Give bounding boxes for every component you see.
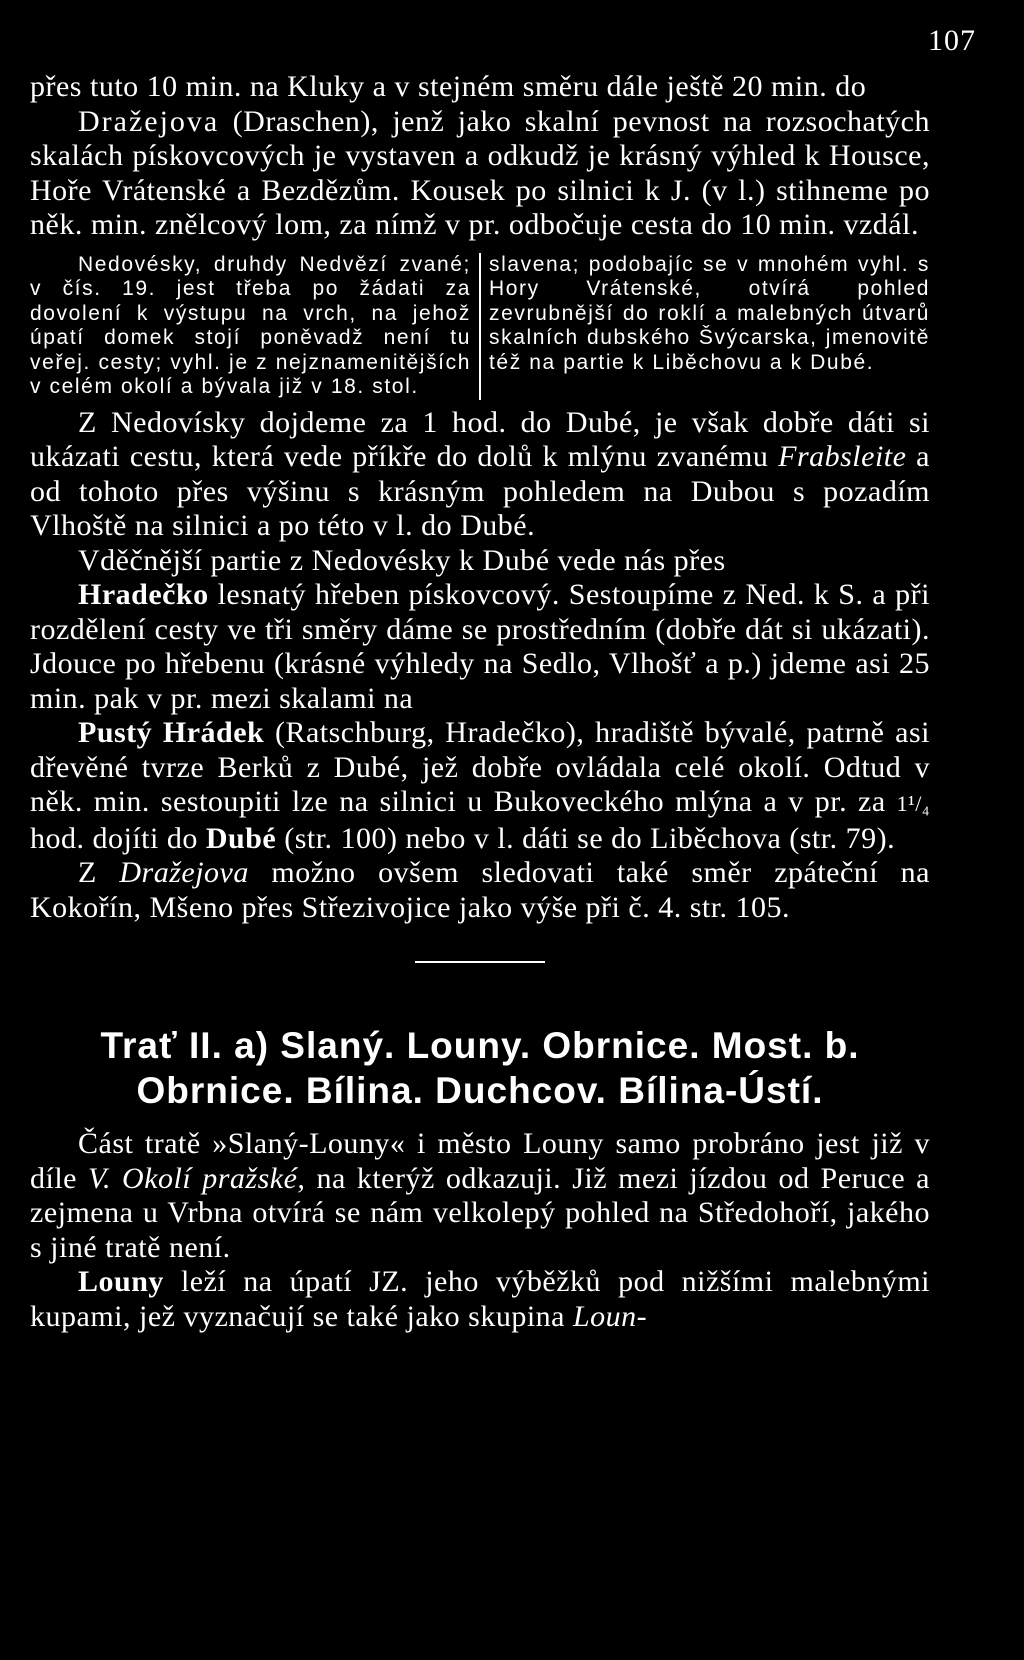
paragraph-return-a: Z — [78, 856, 120, 889]
place-name-drazejov: Dražejova — [78, 104, 220, 138]
paragraph-drazejov — [30, 105, 930, 243]
paragraph-to-dube — [30, 406, 930, 544]
small-print-note — [30, 253, 930, 400]
place-name-drazejova: Dražejova — [119, 856, 249, 889]
paragraph-louny — [30, 1265, 930, 1334]
paragraph-pusty-hradek-b: hod. dojíti do — [30, 821, 206, 855]
place-name-pusty-hradek: Pustý Hrádek — [78, 716, 265, 749]
paragraph-pusty-hradek-c: (str. 100) nebo v l. dáti se do Liběchova (str. 79). — [276, 821, 896, 855]
page-number: 107 — [928, 24, 976, 57]
paragraph-to-dube-b: a od tohoto přes výšinu s krásným pohledem na Dubou s pozadím Vlhoště na silnici a po této v l. do Dubé. — [30, 440, 930, 542]
place-name-dube: Dubé — [205, 821, 277, 855]
place-name-loun: Loun- — [573, 1299, 648, 1333]
page-body — [30, 70, 930, 1334]
place-name-hradecko: Hradečko — [78, 578, 209, 611]
fraction-hours: 1¹/₄ — [896, 791, 930, 816]
paragraph-to-dube-a: Z Nedovísky dojdeme za 1 hod. do Dubé, je však dobře dáti si ukázati cestu, která vede příkře do dolů k mlýnu zvanému — [30, 405, 930, 473]
paragraph-drazejov-text: (Draschen), jenž jako skalní pevnost na rozsochatých skalách pískovcových je vystaven a odkudž je krásný výhled k Housce, Hoře Vrátenské a Bezdězům. Kousek po silnici k J. (v l.) stihneme po něk. min. znělcový lom, za nímž v pr. odbočuje cesta do 10 min. vzdál. — [30, 104, 930, 241]
place-name-louny: Louny — [78, 1265, 164, 1298]
place-name-frabsleite: Frabsleite — [778, 440, 907, 473]
paragraph-pusty-hradek-a: (Ratschburg, Hradečko), hradiště bývalé, patrně asi dřevěné tvrze Berků z Dubé, jež dobře ovládala celé okolí. Odtud v něk. min. sestoupiti lze na silnici u Bukoveckého mlýna a v pr. za — [30, 716, 930, 818]
paragraph-slany-louny-b: na kterýž odkazuji. Již mezi jízdou od Peruce a zejmena u Vrbna otvírá se nám velkolepý pohled na Středohoří, jakého s jiné tratě není. — [30, 1161, 930, 1264]
paragraph-hradecko — [30, 578, 930, 716]
paragraph-pusty-hradek — [30, 716, 930, 856]
small-print-left-column — [30, 253, 481, 400]
paragraph-slany-louny — [30, 1127, 930, 1265]
section-heading: Trať II. a) Slaný. Louny. Obrnice. Most. b. Obrnice. Bílina. Duchcov. Bílina-Ústí. — [100, 1025, 860, 1111]
paragraph-route-kluky: přes tuto 10 min. na Kluky a v stejném směru dále ještě 20 min. do — [30, 70, 867, 103]
paragraph-return — [30, 856, 930, 925]
paragraph-return-b: možno ovšem sledovati také směr zpáteční na Kokořín, Mšeno přes Střezivojice jako výše při č. 4. str. 105. — [30, 856, 930, 924]
note-view: slavena; podobajíc se v mnohém vyhl. s Hory Vrátenské, otvírá pohled zevrubnější do roklí a malebných útvarů skalních dubského Švýcarska, jmenovitě též na partie k Liběchovu a k Dubé. — [489, 252, 930, 374]
small-print-right-column — [481, 253, 930, 400]
note-nedovesky: Nedovésky, druhdy Nedvězí zvané; v čís. 19. jest třeba po žádati za dovolení k výstupu na vrch, na jehož úpatí domek stojí poněvadž není tu veřej. cesty; vyhl. je z nejznamenitějších v celém okolí a bývala již v 18. stol. — [30, 252, 471, 398]
paragraph-hradecko-text: lesnatý hřeben pískovcový. Sestoupíme z Ned. k S. a při rozdělení cesty ve tři směry dáme se prostředním (dobře dát si ukázati). Jdouce po hřebenu (krásné výhledy na Sedlo, Vlhošť a p.) jdeme asi 25 min. pak v pr. mezi skalami na — [30, 578, 930, 715]
paragraph-grateful-route: Vděčnější partie z Nedovésky k Dubé vede nás přes — [78, 543, 726, 577]
paragraph-louny-a: leží na úpatí JZ. jeho výběžků pod nižšími malebnými kupami, jež vyznačují se také jako skupina — [30, 1265, 930, 1333]
paragraph-slany-louny-a: Část tratě »Slaný-Louny« i město Louny samo probráno jest již v díle — [30, 1127, 930, 1195]
section-divider — [415, 961, 545, 963]
book-reference: V. Okolí pražské, — [88, 1161, 306, 1195]
